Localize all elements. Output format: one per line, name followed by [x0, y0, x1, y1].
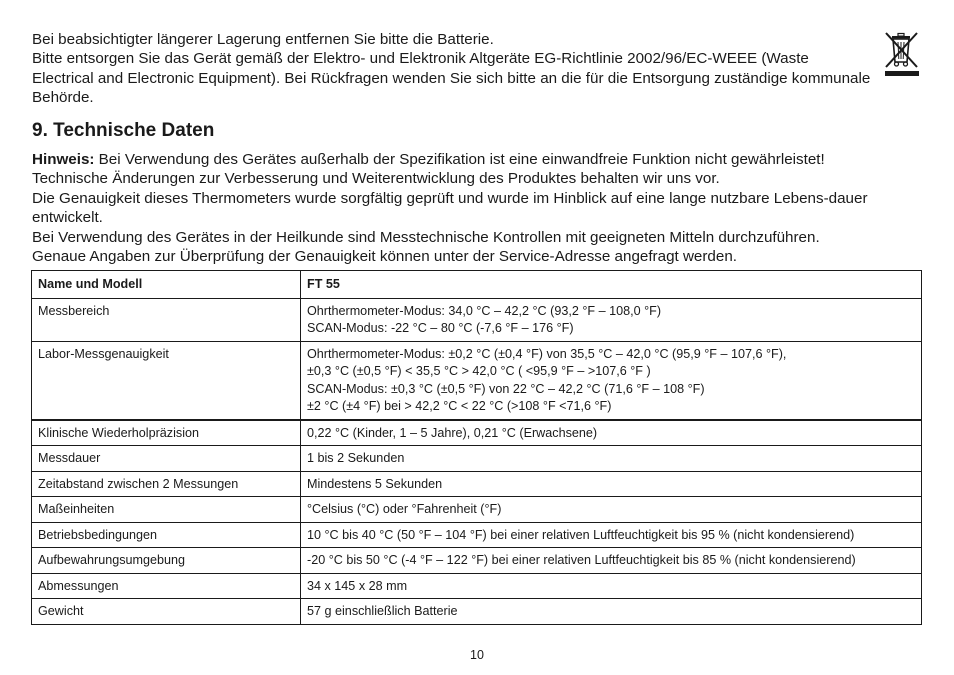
notes-text [32, 150, 922, 266]
note-line: Genaue Angaben zur Überprüfung der Genauigkeit können unter der Service-Adresse angefragt werden. [32, 248, 737, 266]
row-value [301, 298, 922, 341]
hint-label: Hinweis: [32, 151, 95, 168]
value-line: Ohrthermometer-Modus: 34,0 °C – 42,2 °C (93,2 °F – 108,0 °F) [307, 303, 662, 318]
table-row [32, 497, 922, 523]
note-line: Bei Verwendung des Gerätes in der Heilkunde sind Messtechnische Kontrollen mit geeigneten Mitteln durchzuführen. [32, 228, 820, 246]
value-line: ±0,3 °C (±0,5 °F) < 35,5 °C > 42,0 °C ( <95,9 °F – >107,6 °F ) [307, 364, 651, 378]
intro-paragraph-disposal: Bitte entsorgen Sie das Gerät gemäß der Elektro- und Elektronik Altgeräte EG-Richtlinie 2002/96/EC-WEEE (Waste Electrical and Electronic Equipment). Bei Rückfragen wenden Sie sich bitte an die für die Entsorgung zuständige kommunale Behörde. [32, 50, 871, 107]
row-label: Messdauer [32, 446, 301, 472]
value-line: SCAN-Modus: -22 °C – 80 °C (-7,6 °F – 176 °F) [307, 321, 574, 335]
hint-paragraph [32, 150, 922, 169]
row-label: Abmessungen [32, 573, 301, 599]
row-label: Zeitabstand zwischen 2 Messungen [32, 471, 301, 497]
row-label: Gewicht [32, 599, 301, 625]
row-value: 57 g einschließlich Batterie [301, 599, 922, 625]
row-value: 1 bis 2 Sekunden [301, 446, 922, 472]
row-label: Aufbewahrungsumgebung [32, 548, 301, 574]
row-value: 34 x 145 x 28 mm [301, 573, 922, 599]
table-row [32, 548, 922, 574]
table-row [32, 599, 922, 625]
row-label: Betriebsbedingungen [32, 522, 301, 548]
row-label: Maßeinheiten [32, 497, 301, 523]
row-label: Messbereich [32, 298, 301, 341]
row-value: -20 °C bis 50 °C (-4 °F – 122 °F) bei einer relativen Luftfeuchtigkeit bis 85 % (nicht kondensierend) [301, 548, 922, 574]
intro-text [32, 30, 872, 108]
value-line: Ohrthermometer-Modus: ±0,2 °C (±0,4 °F) von 35,5 °C – 42,0 °C (95,9 °F – 107,6 °F), [307, 346, 787, 361]
value-line: ±2 °C (±4 °F) bei > 42,2 °C < 22 °C (>108 °F <71,6 °F) [307, 399, 612, 413]
table-row [32, 341, 922, 420]
row-value [301, 341, 922, 420]
header-label-cell: Name und Modell [32, 271, 301, 299]
row-value: Mindestens 5 Sekunden [301, 471, 922, 497]
table-header-row [32, 271, 922, 299]
table-row [32, 446, 922, 472]
table-row [32, 420, 922, 446]
row-value: 0,22 °C (Kinder, 1 – 5 Jahre), 0,21 °C (Erwachsene) [301, 420, 922, 446]
intro-paragraph-storage: Bei beabsichtigter längerer Lagerung entfernen Sie bitte die Batterie. [32, 31, 494, 48]
page-number: 10 [470, 648, 484, 662]
value-line: SCAN-Modus: ±0,3 °C (±0,5 °F) von 22 °C – 42,2 °C (71,6 °F – 108 °F) [307, 381, 705, 396]
crossed-out-wheeled-bin-icon [882, 30, 922, 78]
note-line: Die Genauigkeit dieses Thermometers wurde sorgfältig geprüft und wurde im Hinblick auf eine lange nutzbare Lebens-dauer entwickelt. [32, 189, 868, 227]
table-row [32, 573, 922, 599]
specifications-table [31, 270, 922, 625]
table-row [32, 298, 922, 341]
section-heading: 9. Technische Daten [32, 120, 215, 141]
header-value-cell: FT 55 [301, 271, 922, 299]
row-value: °Celsius (°C) oder °Fahrenheit (°F) [301, 497, 922, 523]
note-line: Technische Änderungen zur Verbesserung und Weiterentwicklung des Produktes behalten wir uns vor. [32, 170, 720, 188]
row-label: Labor-Messgenauigkeit [32, 341, 301, 420]
row-value: 10 °C bis 40 °C (50 °F – 104 °F) bei einer relativen Luftfeuchtigkeit bis 95 % (nicht kondensierend) [301, 522, 922, 548]
table-row [32, 471, 922, 497]
table-row [32, 522, 922, 548]
hint-text: Bei Verwendung des Gerätes außerhalb der Spezifikation ist eine einwandfreie Funktion nicht gewährleistet! [94, 151, 825, 168]
row-label: Klinische Wiederholpräzision [32, 420, 301, 446]
